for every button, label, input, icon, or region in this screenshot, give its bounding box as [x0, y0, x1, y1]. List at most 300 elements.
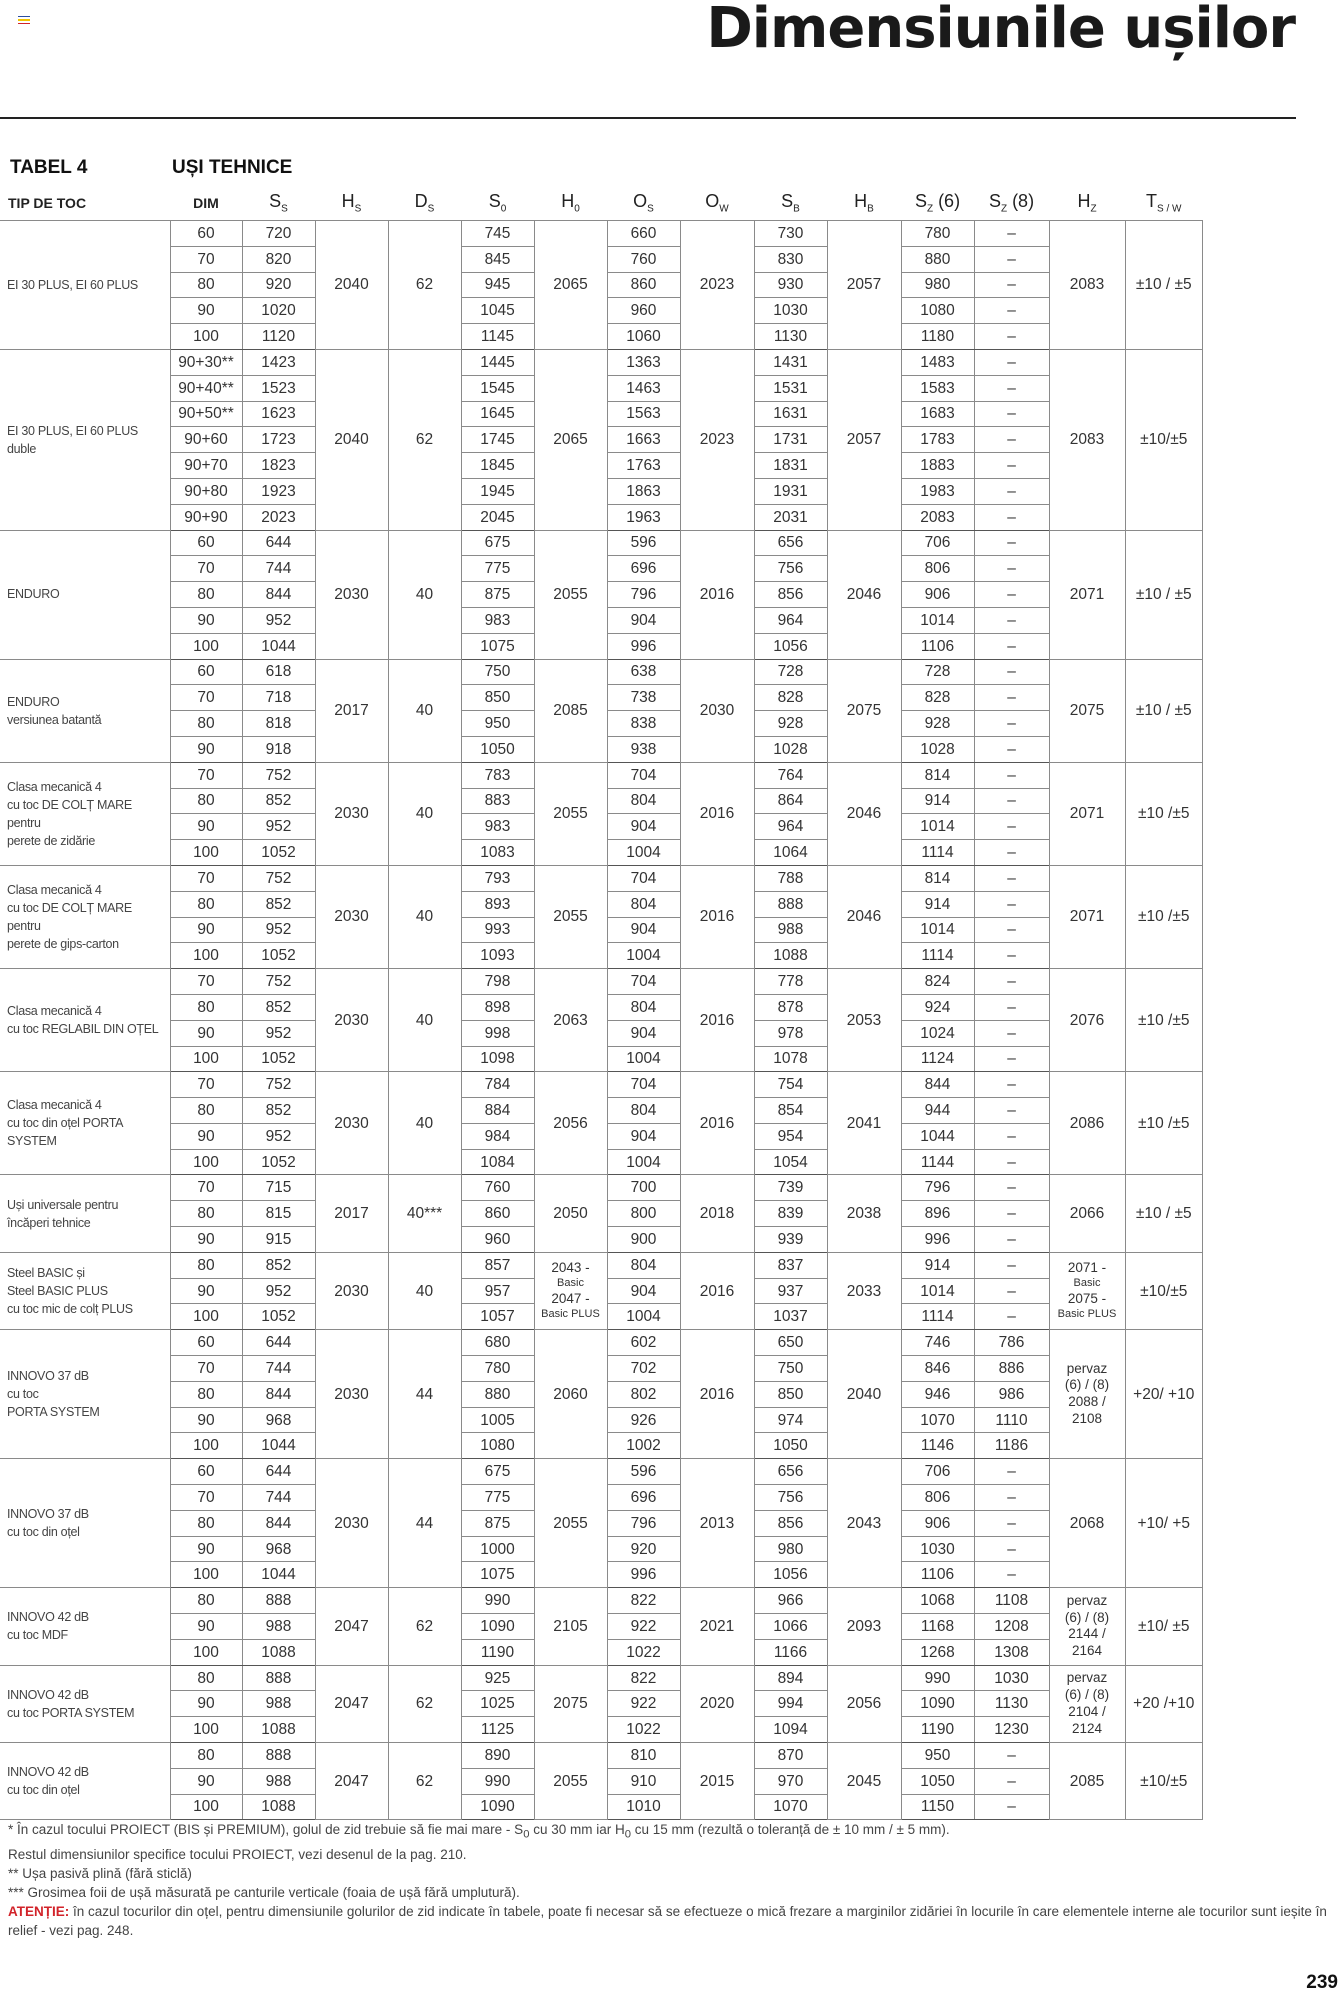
header-hb: $H_B$ — [854, 191, 874, 215]
sz8-cell: 1308 — [974, 1639, 1049, 1665]
table-row — [0, 762, 1203, 788]
s0-cell: 993 — [461, 917, 534, 943]
ss-cell: 952 — [242, 607, 315, 633]
os-cell: 704 — [607, 865, 680, 891]
ss-cell: 744 — [242, 1485, 315, 1511]
hb-cell: 2057 — [827, 221, 901, 350]
os-cell: 1010 — [607, 1794, 680, 1820]
h0-cell: 2065 — [534, 221, 607, 350]
header-sz6: $S_Z$ (6) — [914, 191, 961, 215]
hz-cell-line: 2088 / — [1068, 1394, 1106, 1410]
h0-cell: 2055 — [534, 865, 607, 968]
flag-logo-icon — [18, 16, 30, 24]
sb-cell: 1028 — [754, 736, 827, 762]
sz8-cell: – — [974, 711, 1049, 737]
tolerance-cell: +10/ +5 — [1125, 1459, 1203, 1588]
h0-cell: 2055 — [534, 1743, 607, 1820]
sz8-cell: – — [974, 478, 1049, 504]
door-type-line: cu toc mic de colț PLUS — [7, 1302, 133, 1317]
dim-cell: 80 — [170, 994, 242, 1020]
ds-cell: 40 — [388, 762, 461, 865]
s0-cell: 1945 — [461, 478, 534, 504]
hz-cell-line: (6) / (8) — [1064, 1609, 1110, 1625]
hs-cell: 2040 — [315, 221, 388, 350]
os-cell: 904 — [607, 917, 680, 943]
os-cell: 1004 — [607, 1304, 680, 1330]
h0-cell: 2105 — [534, 1588, 607, 1665]
sb-cell: 966 — [754, 1588, 827, 1614]
sz6-cell: 980 — [901, 272, 974, 298]
sz6-cell: 746 — [901, 1330, 974, 1356]
sz8-cell: – — [974, 1252, 1049, 1278]
table-row — [0, 659, 1203, 685]
os-cell: 904 — [607, 607, 680, 633]
sz8-cell: 1130 — [974, 1691, 1049, 1717]
header-os: $O_S$ — [633, 191, 654, 215]
sb-cell: 850 — [754, 1381, 827, 1407]
dim-cell: 70 — [170, 865, 242, 891]
ss-cell: 752 — [242, 969, 315, 995]
sz6-cell: 880 — [901, 246, 974, 272]
sz8-cell: – — [974, 814, 1049, 840]
dim-cell: 100 — [170, 1433, 242, 1459]
dim-cell: 90 — [170, 1536, 242, 1562]
ss-cell: 952 — [242, 917, 315, 943]
ss-cell: 1020 — [242, 298, 315, 324]
ow-cell: 2016 — [680, 969, 754, 1072]
sz6-cell: 1983 — [901, 478, 974, 504]
dim-cell: 90+30** — [170, 349, 242, 375]
sz6-cell: 1114 — [901, 840, 974, 866]
dim-cell: 90 — [170, 736, 242, 762]
tolerance-cell: ±10 / ±5 — [1125, 530, 1203, 659]
door-type-line: versiunea batantă — [7, 712, 102, 727]
h0-cell: 2063 — [534, 969, 607, 1072]
dim-cell: 80 — [170, 1381, 242, 1407]
sz8-cell: – — [974, 607, 1049, 633]
sz8-cell: – — [974, 272, 1049, 298]
s0-cell: 998 — [461, 1020, 534, 1046]
hz-cell — [1049, 1588, 1125, 1665]
hs-cell: 2047 — [315, 1743, 388, 1820]
dim-cell: 70 — [170, 1356, 242, 1382]
hb-cell: 2093 — [827, 1588, 901, 1665]
sb-cell: 1088 — [754, 943, 827, 969]
sz6-cell: 1070 — [901, 1407, 974, 1433]
title-divider — [0, 117, 1296, 119]
sz8-cell: – — [974, 736, 1049, 762]
ss-cell: 852 — [242, 1252, 315, 1278]
sb-cell: 756 — [754, 556, 827, 582]
sz8-cell: – — [974, 1227, 1049, 1253]
os-cell: 926 — [607, 1407, 680, 1433]
sb-cell: 974 — [754, 1407, 827, 1433]
dim-cell: 100 — [170, 1304, 242, 1330]
s0-cell: 1075 — [461, 1562, 534, 1588]
h0-cell: 2050 — [534, 1175, 607, 1252]
dim-cell: 70 — [170, 1175, 242, 1201]
ss-cell: 720 — [242, 221, 315, 247]
os-cell: 1060 — [607, 324, 680, 350]
s0-cell: 890 — [461, 1743, 534, 1769]
hb-cell: 2046 — [827, 762, 901, 865]
ow-cell: 2016 — [680, 1252, 754, 1329]
s0-cell: 1080 — [461, 1433, 534, 1459]
ow-cell: 2016 — [680, 1330, 754, 1459]
hz-cell: 2075 — [1049, 659, 1125, 762]
page-title: Dimensiunile ușilor — [706, 0, 1295, 61]
sz6-cell: 728 — [901, 659, 974, 685]
hz-cell: 2083 — [1049, 349, 1125, 530]
sb-cell: 728 — [754, 659, 827, 685]
dim-cell: 70 — [170, 1072, 242, 1098]
dim-cell: 90+60 — [170, 427, 242, 453]
s0-cell: 2045 — [461, 504, 534, 530]
dim-cell: 60 — [170, 221, 242, 247]
dim-cell: 90+50** — [170, 401, 242, 427]
ds-cell: 62 — [388, 1588, 461, 1665]
hz-cell: 2071 — [1049, 762, 1125, 865]
sb-cell: 739 — [754, 1175, 827, 1201]
dim-cell: 90+40** — [170, 375, 242, 401]
ss-cell: 1052 — [242, 840, 315, 866]
sz6-cell: 1883 — [901, 453, 974, 479]
sb-cell: 954 — [754, 1123, 827, 1149]
ss-cell: 644 — [242, 530, 315, 556]
hs-cell: 2017 — [315, 1175, 388, 1252]
sz8-cell: 1208 — [974, 1614, 1049, 1640]
os-cell: 796 — [607, 582, 680, 608]
os-cell: 900 — [607, 1227, 680, 1253]
dim-cell: 90 — [170, 1227, 242, 1253]
sb-cell: 837 — [754, 1252, 827, 1278]
dim-cell: 90+70 — [170, 453, 242, 479]
sz6-cell: 924 — [901, 994, 974, 1020]
door-type-cell — [0, 1252, 170, 1329]
hb-cell: 2056 — [827, 1665, 901, 1742]
door-type-line: cu toc din oțel — [7, 1783, 80, 1798]
ds-cell: 40 — [388, 969, 461, 1072]
h0-cell-line: Basic — [557, 1277, 584, 1290]
os-cell: 804 — [607, 788, 680, 814]
sz8-cell: – — [974, 943, 1049, 969]
sz6-cell: 944 — [901, 1098, 974, 1124]
sz8-cell: – — [974, 1020, 1049, 1046]
s0-cell: 1084 — [461, 1149, 534, 1175]
sb-cell: 964 — [754, 607, 827, 633]
header-hz: $H_Z$ — [1077, 191, 1097, 215]
os-cell: 1963 — [607, 504, 680, 530]
hz-cell-line: pervaz — [1066, 1592, 1108, 1608]
sz8-cell: – — [974, 788, 1049, 814]
ss-cell: 968 — [242, 1536, 315, 1562]
dim-cell: 80 — [170, 1588, 242, 1614]
sb-cell: 978 — [754, 1020, 827, 1046]
os-cell: 1663 — [607, 427, 680, 453]
dim-cell: 90+90 — [170, 504, 242, 530]
s0-cell: 750 — [461, 659, 534, 685]
ss-cell: 815 — [242, 1201, 315, 1227]
ss-cell: 918 — [242, 736, 315, 762]
ss-cell: 988 — [242, 1768, 315, 1794]
s0-cell: 783 — [461, 762, 534, 788]
ss-cell: 744 — [242, 556, 315, 582]
sb-cell: 788 — [754, 865, 827, 891]
door-type-cell — [0, 530, 170, 659]
dim-cell: 60 — [170, 530, 242, 556]
sz6-cell: 1030 — [901, 1536, 974, 1562]
sb-cell: 928 — [754, 711, 827, 737]
sz6-cell: 1014 — [901, 917, 974, 943]
door-type-cell — [0, 762, 170, 865]
sb-cell: 864 — [754, 788, 827, 814]
sz8-cell: – — [974, 1278, 1049, 1304]
sb-cell: 1431 — [754, 349, 827, 375]
header-dim: DIM — [193, 195, 219, 211]
hs-cell: 2017 — [315, 659, 388, 762]
hz-cell-line: pervaz — [1066, 1360, 1108, 1376]
door-type-line: Clasa mecanică 4 — [7, 1004, 102, 1019]
s0-cell: 675 — [461, 1459, 534, 1485]
sz6-cell: 906 — [901, 582, 974, 608]
ow-cell: 2020 — [680, 1665, 754, 1742]
footnote-leaf-thickness: *** Grosimea foii de ușă măsurată pe canturile verticale (foaia de ușă fără umplutură). — [8, 1884, 520, 1900]
ds-cell: 40 — [388, 530, 461, 659]
os-cell: 602 — [607, 1330, 680, 1356]
sb-cell: 980 — [754, 1536, 827, 1562]
door-type-cell — [0, 349, 170, 530]
tolerance-cell: ±10 /±5 — [1125, 762, 1203, 865]
dim-cell: 90 — [170, 1123, 242, 1149]
h0-cell: 2055 — [534, 530, 607, 659]
hs-cell: 2030 — [315, 530, 388, 659]
sb-cell: 830 — [754, 246, 827, 272]
sb-cell: 1166 — [754, 1639, 827, 1665]
os-cell: 704 — [607, 969, 680, 995]
sb-cell: 856 — [754, 1510, 827, 1536]
door-type-line: cu toc DE COLȚ MARE pentru — [7, 797, 132, 830]
sz8-cell: – — [974, 969, 1049, 995]
door-type-cell — [0, 1665, 170, 1742]
table-row — [0, 1252, 1203, 1278]
s0-cell: 1050 — [461, 736, 534, 762]
sz8-cell: – — [974, 917, 1049, 943]
table-row — [0, 1330, 1203, 1356]
dim-cell: 70 — [170, 1485, 242, 1511]
door-type-line: Steel BASIC și — [7, 1265, 85, 1280]
table-header-row — [0, 186, 1203, 221]
door-type-line: INNOVO 42 dB — [7, 1687, 89, 1702]
h0-cell: 2060 — [534, 1330, 607, 1459]
ds-cell: 40 — [388, 1072, 461, 1175]
sz6-cell: 1114 — [901, 943, 974, 969]
sb-cell: 656 — [754, 530, 827, 556]
ds-cell: 62 — [388, 221, 461, 350]
sz8-cell: 1108 — [974, 1588, 1049, 1614]
sb-cell: 894 — [754, 1665, 827, 1691]
sz8-cell: 786 — [974, 1330, 1049, 1356]
ss-cell: 952 — [242, 1123, 315, 1149]
sz8-cell: – — [974, 994, 1049, 1020]
dim-cell: 100 — [170, 1794, 242, 1820]
s0-cell: 780 — [461, 1356, 534, 1382]
s0-cell: 1000 — [461, 1536, 534, 1562]
sb-cell: 1094 — [754, 1717, 827, 1743]
sz6-cell: 706 — [901, 530, 974, 556]
s0-cell: 1190 — [461, 1639, 534, 1665]
sz6-cell: 1106 — [901, 633, 974, 659]
hz-cell: 2083 — [1049, 221, 1125, 350]
s0-cell: 950 — [461, 711, 534, 737]
ss-cell: 1052 — [242, 1149, 315, 1175]
os-cell: 1863 — [607, 478, 680, 504]
ow-cell: 2016 — [680, 865, 754, 968]
ss-cell: 752 — [242, 865, 315, 891]
sb-cell: 937 — [754, 1278, 827, 1304]
ss-cell: 952 — [242, 1278, 315, 1304]
hb-cell: 2057 — [827, 349, 901, 530]
tolerance-cell: ±10/ ±5 — [1125, 1588, 1203, 1665]
s0-cell: 875 — [461, 1510, 534, 1536]
ss-cell: 2023 — [242, 504, 315, 530]
sb-cell: 1070 — [754, 1794, 827, 1820]
sb-cell: 854 — [754, 1098, 827, 1124]
table-row — [0, 1665, 1203, 1691]
tolerance-cell: ±10 / ±5 — [1125, 659, 1203, 762]
sz8-cell: – — [974, 1794, 1049, 1820]
header-sz8: $S_Z$ (8) — [988, 191, 1035, 215]
os-cell: 702 — [607, 1356, 680, 1382]
ds-cell: 62 — [388, 349, 461, 530]
os-cell: 802 — [607, 1381, 680, 1407]
hb-cell: 2033 — [827, 1252, 901, 1329]
dim-cell: 80 — [170, 1743, 242, 1769]
sb-cell: 1130 — [754, 324, 827, 350]
os-cell: 596 — [607, 530, 680, 556]
sz6-cell: 914 — [901, 788, 974, 814]
os-cell: 1004 — [607, 943, 680, 969]
dim-cell: 100 — [170, 1149, 242, 1175]
dim-cell: 100 — [170, 943, 242, 969]
door-type-line: INNOVO 42 dB — [7, 1765, 89, 1780]
ds-cell: 62 — [388, 1743, 461, 1820]
sb-cell: 839 — [754, 1201, 827, 1227]
os-cell: 696 — [607, 556, 680, 582]
sb-cell: 1931 — [754, 478, 827, 504]
os-cell: 596 — [607, 1459, 680, 1485]
os-cell: 996 — [607, 1562, 680, 1588]
os-cell: 804 — [607, 1252, 680, 1278]
sz6-cell: 1124 — [901, 1046, 974, 1072]
hz-cell: 2071 — [1049, 865, 1125, 968]
sb-cell: 1050 — [754, 1433, 827, 1459]
table-row — [0, 1072, 1203, 1098]
table-row — [0, 1459, 1203, 1485]
ow-cell: 2016 — [680, 762, 754, 865]
hz-cell: 2076 — [1049, 969, 1125, 1072]
ow-cell: 2023 — [680, 221, 754, 350]
dim-cell: 100 — [170, 840, 242, 866]
sz6-cell: 1050 — [901, 1768, 974, 1794]
s0-cell: 775 — [461, 1485, 534, 1511]
os-cell: 938 — [607, 736, 680, 762]
os-cell: 822 — [607, 1665, 680, 1691]
os-cell: 996 — [607, 633, 680, 659]
s0-cell: 798 — [461, 969, 534, 995]
os-cell: 1763 — [607, 453, 680, 479]
header-tip-de-toc: TIP DE TOC — [8, 195, 87, 211]
hz-cell-line: 2071 - — [1067, 1260, 1107, 1276]
s0-cell: 1645 — [461, 401, 534, 427]
hz-cell-line: Basic PLUS — [1057, 1307, 1117, 1320]
s0-cell: 983 — [461, 814, 534, 840]
sb-cell: 1064 — [754, 840, 827, 866]
table-row — [0, 349, 1203, 375]
dim-cell: 70 — [170, 556, 242, 582]
os-cell: 804 — [607, 994, 680, 1020]
s0-cell: 983 — [461, 607, 534, 633]
ds-cell: 40 — [388, 865, 461, 968]
ss-cell: 844 — [242, 1381, 315, 1407]
sz8-cell: – — [974, 427, 1049, 453]
sz8-cell: – — [974, 556, 1049, 582]
sz6-cell: 1583 — [901, 375, 974, 401]
h0-cell: 2055 — [534, 762, 607, 865]
hz-cell-line: (6) / (8) — [1064, 1686, 1110, 1702]
dim-cell: 80 — [170, 711, 242, 737]
sz6-cell: 1783 — [901, 427, 974, 453]
ds-cell: 44 — [388, 1330, 461, 1459]
hs-cell: 2030 — [315, 865, 388, 968]
ss-cell: 852 — [242, 1098, 315, 1124]
ss-cell: 988 — [242, 1691, 315, 1717]
ds-cell: 44 — [388, 1459, 461, 1588]
tolerance-cell: +20 /+10 — [1125, 1665, 1203, 1742]
header-s0: $S_0$ — [488, 191, 507, 215]
ss-cell: 952 — [242, 814, 315, 840]
sb-cell: 856 — [754, 582, 827, 608]
door-type-line: cu toc — [7, 1387, 39, 1402]
sb-cell: 930 — [754, 272, 827, 298]
footnote-passive-door: ** Ușa pasivă plină (fără sticlă) — [8, 1865, 192, 1881]
logo-stripe-blue — [18, 16, 30, 17]
s0-cell: 1745 — [461, 427, 534, 453]
os-cell: 822 — [607, 1588, 680, 1614]
sb-cell: 1056 — [754, 633, 827, 659]
tolerance-cell: ±10 /±5 — [1125, 1072, 1203, 1175]
hz-cell-line: 2164 — [1071, 1643, 1103, 1659]
sz6-cell: 1144 — [901, 1149, 974, 1175]
table-row — [0, 221, 1203, 247]
sb-cell: 970 — [754, 1768, 827, 1794]
sz8-cell: – — [974, 891, 1049, 917]
hb-cell: 2075 — [827, 659, 901, 762]
door-type-line: Clasa mecanică 4 — [7, 882, 102, 897]
hb-cell: 2038 — [827, 1175, 901, 1252]
sz8-cell: – — [974, 1201, 1049, 1227]
sz8-cell: 886 — [974, 1356, 1049, 1382]
h0-cell: 2055 — [534, 1459, 607, 1588]
hz-cell: 2071 — [1049, 530, 1125, 659]
s0-cell: 883 — [461, 788, 534, 814]
s0-cell: 898 — [461, 994, 534, 1020]
hz-cell: 2068 — [1049, 1459, 1125, 1588]
warning-label: ATENȚIE: — [8, 1903, 70, 1919]
door-type-line: ENDURO — [7, 587, 60, 602]
footnote-proiect: * În cazul tocului PROIECT (BIS și PREMIUM), golul de zid trebuie să fie mai mare - $S_0$ cu 30 mm iar $H_0$ cu 15 mm (rezultă o toleranță de ± 10 mm / ± 5 mm). — [8, 1822, 950, 1841]
dim-cell: 80 — [170, 891, 242, 917]
door-type-line: încăperi tehnice — [7, 1215, 91, 1230]
